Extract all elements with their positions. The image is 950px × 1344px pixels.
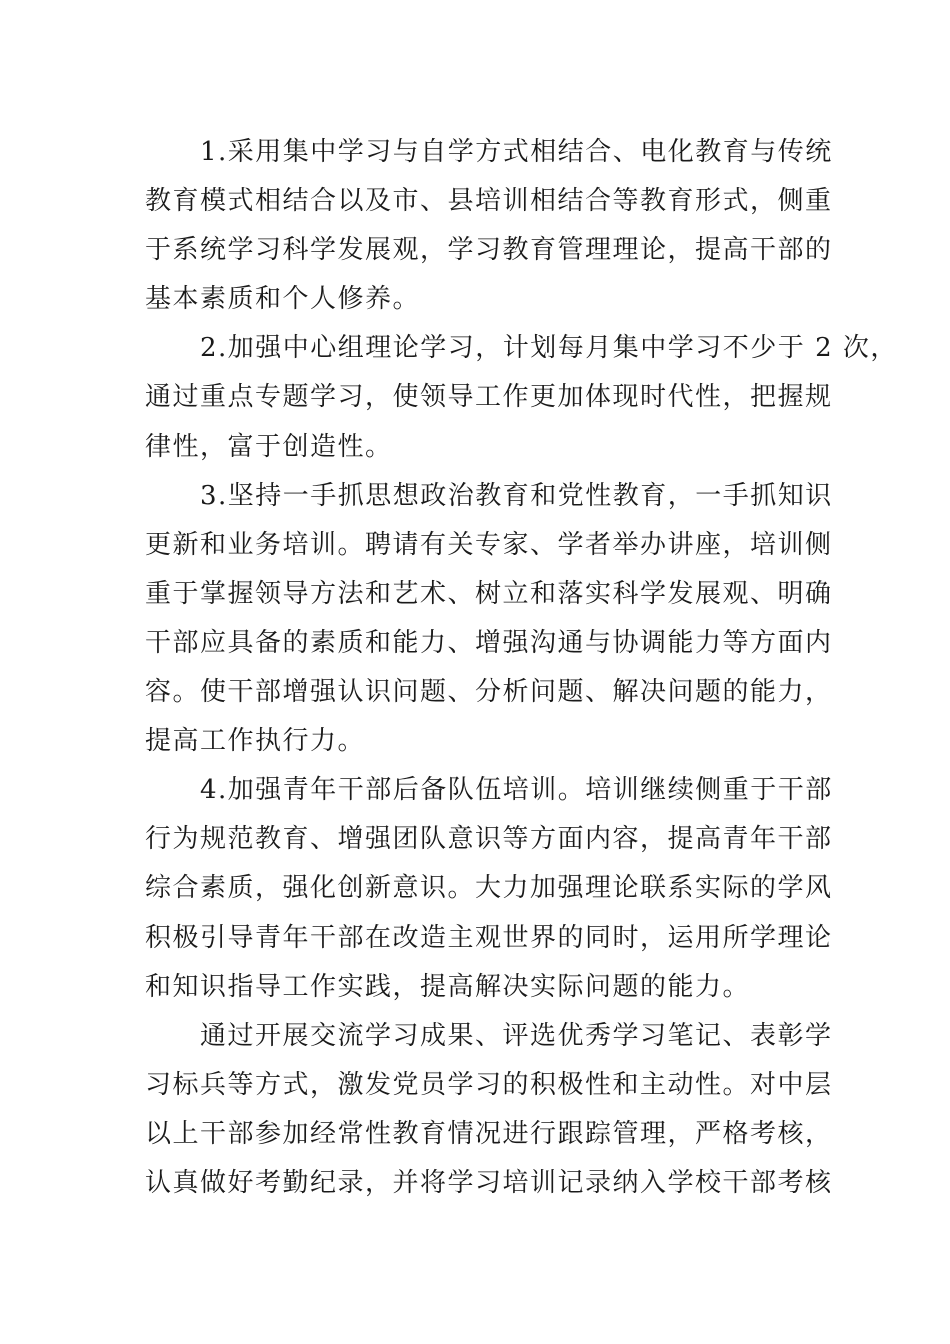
paragraph-line: 综合素质，强化创新意识。大力加强理论联系实际的学风 [145,873,833,904]
paragraph-2 [145,324,898,471]
paragraph-line: 通过重点专题学习，使领导工作更加体现时代性，把握规 [145,382,833,413]
paragraph-line: 3.坚持一手抓思想政治教育和党性教育，一手抓知识 [200,480,833,511]
paragraph-line: 教育模式相结合以及市、县培训相结合等教育形式，侧重 [145,186,833,217]
paragraph-1 [145,128,833,324]
paragraph-line: 重于掌握领导方法和艺术、树立和落实科学发展观、明确 [145,578,833,609]
paragraph-line: 2.加强中心组理论学习，计划每月集中学习不少于 2 次， [200,333,898,364]
paragraph-line: 容。使干部增强认识问题、分析问题、解决问题的能力， [145,677,833,708]
paragraph-line: 积极引导青年干部在改造主观世界的同时，运用所学理论 [145,922,833,953]
paragraph-line: 1.采用集中学习与自学方式相结合、电化教育与传统 [200,137,833,167]
paragraph-line: 认真做好考勤纪录，并将学习培训记录纳入学校干部考核 [145,1167,833,1198]
paragraph-line: 基本素质和个人修养。 [145,284,421,315]
paragraph-line: 于系统学习科学发展观，学习教育管理理论，提高干部的 [145,235,833,266]
paragraph-line: 行为规范教育、增强团队意识等方面内容，提高青年干部 [145,824,833,855]
paragraph-line: 习标兵等方式，激发党员学习的积极性和主动性。对中层 [145,1069,833,1100]
paragraph-line: 通过开展交流学习成果、评选优秀学习笔记、表彰学 [200,1020,833,1051]
paragraph-4 [145,766,833,1011]
paragraph-5 [145,1012,833,1208]
paragraph-line: 和知识指导工作实践，提高解决实际问题的能力。 [145,971,751,1002]
paragraph-line: 干部应具备的素质和能力、增强沟通与协调能力等方面内 [145,627,833,658]
paragraph-line: 律性，富于创造性。 [145,431,393,462]
paragraph-line: 提高工作执行力。 [145,726,366,757]
document-body [145,128,898,1208]
paragraph-line: 4.加强青年干部后备队伍培训。培训继续侧重于干部 [200,775,833,806]
paragraph-3 [145,472,833,767]
paragraph-line: 更新和业务培训。聘请有关专家、学者举办讲座，培训侧 [145,529,833,560]
paragraph-line: 以上干部参加经常性教育情况进行跟踪管理，严格考核， [145,1118,833,1149]
